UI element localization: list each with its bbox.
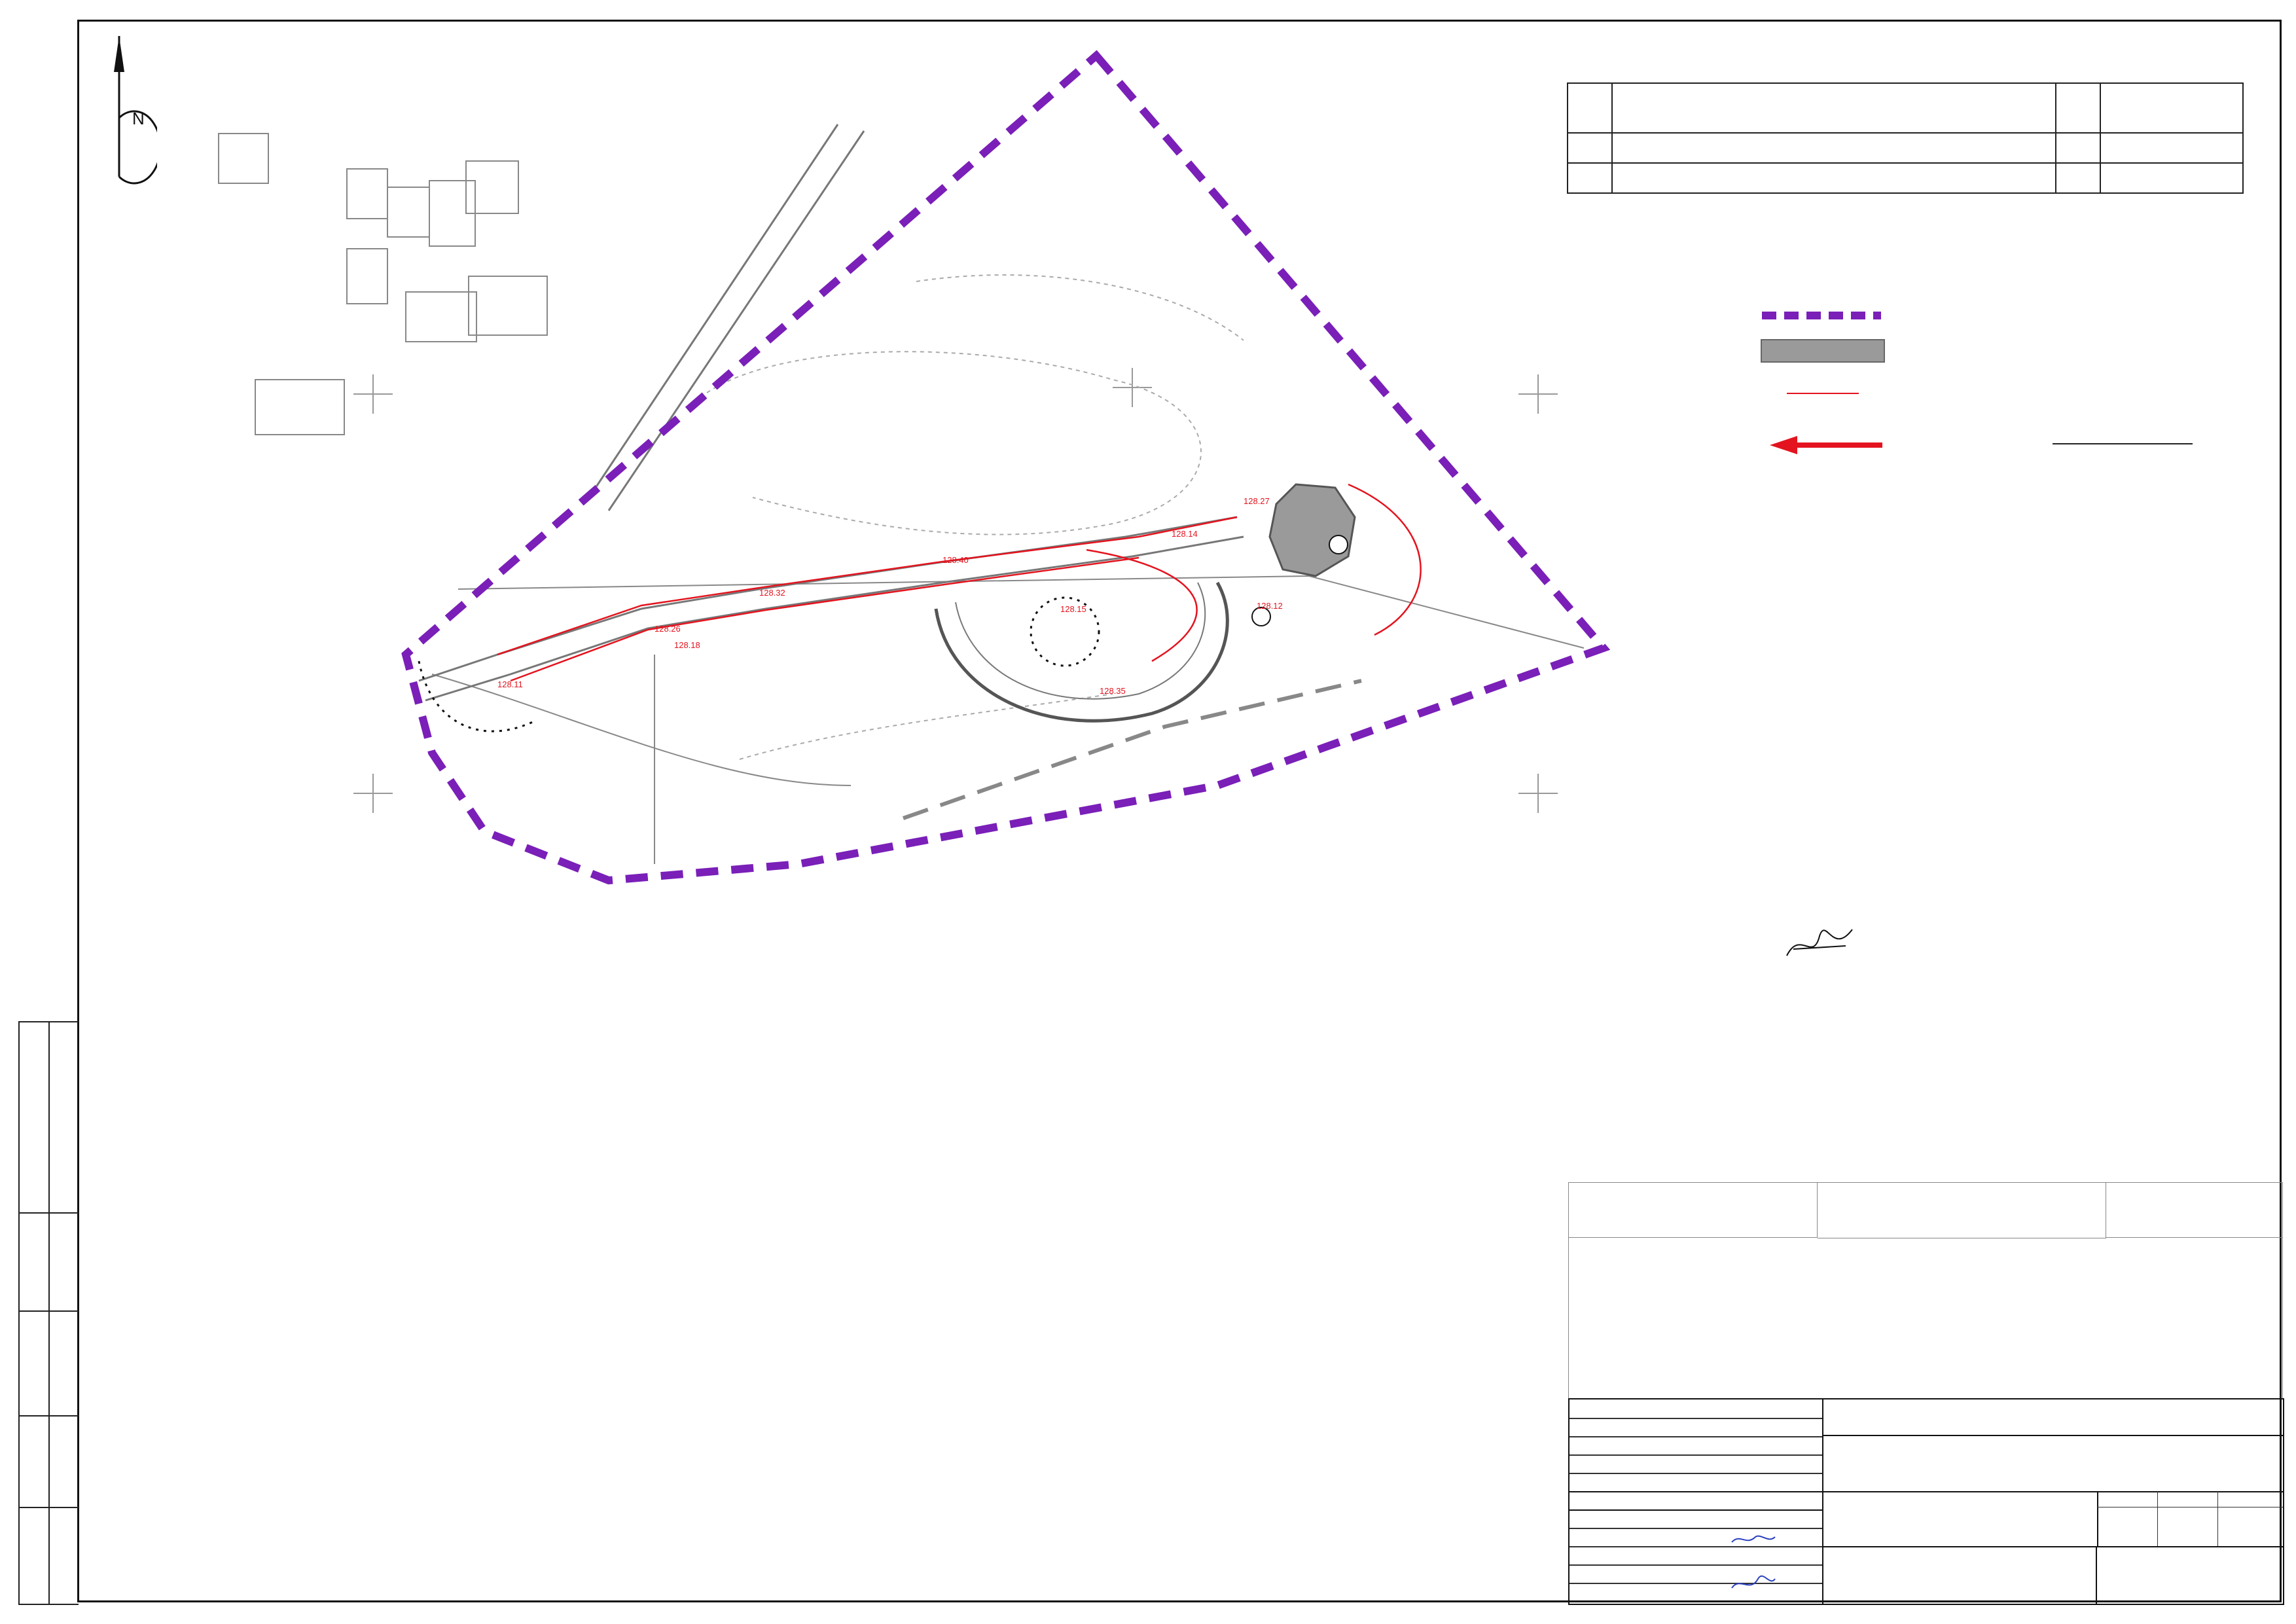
svg-text:128.40: 128.40 bbox=[942, 555, 969, 565]
row2-note bbox=[2100, 163, 2243, 193]
building-1 bbox=[1270, 484, 1355, 576]
svg-text:N: N bbox=[132, 109, 145, 128]
side-stamp-grid bbox=[48, 1022, 50, 1604]
row1-qty bbox=[2056, 133, 2100, 163]
row2-qty bbox=[2056, 163, 2100, 193]
erapro-logo bbox=[2106, 1557, 2270, 1596]
stage-value bbox=[2097, 1507, 2158, 1547]
sheets-value bbox=[2217, 1507, 2283, 1547]
col-num bbox=[1568, 83, 1612, 133]
col-name bbox=[1612, 83, 2056, 133]
row1-num bbox=[1568, 133, 1612, 163]
row2-name bbox=[1612, 163, 2056, 193]
legend-red-rule bbox=[1787, 393, 1859, 394]
legend-boundary-swatch bbox=[1759, 308, 1884, 323]
main-titleblock bbox=[1568, 1398, 2284, 1605]
stage-h bbox=[2097, 1491, 2158, 1507]
svg-text:128.14: 128.14 bbox=[1172, 529, 1198, 539]
doc-code bbox=[1822, 1399, 2283, 1436]
section-name bbox=[1822, 1491, 2098, 1547]
sheet-h bbox=[2157, 1491, 2218, 1507]
north-arrow-icon bbox=[79, 26, 157, 190]
col-qty bbox=[2056, 83, 2100, 133]
sheet-value bbox=[2157, 1507, 2218, 1547]
revision-columns bbox=[1570, 1492, 1822, 1509]
col-note bbox=[2100, 83, 2243, 133]
slope-desc-rule bbox=[2053, 443, 2193, 444]
row1-note bbox=[2100, 133, 2243, 163]
svg-text:128.11: 128.11 bbox=[497, 679, 523, 689]
svg-text:128.27: 128.27 bbox=[1244, 496, 1270, 506]
svg-text:128.26: 128.26 bbox=[655, 624, 681, 634]
signature-icon bbox=[1780, 916, 1859, 969]
sheets-h bbox=[2217, 1491, 2283, 1507]
row1-name bbox=[1612, 133, 2056, 163]
site-plan bbox=[353, 39, 1636, 890]
slope-arrow-icon bbox=[1767, 424, 1885, 470]
topo-titleblock bbox=[1568, 1182, 2283, 1399]
row2-num bbox=[1568, 163, 1612, 193]
svg-text:128.32: 128.32 bbox=[759, 588, 785, 598]
project-name bbox=[1822, 1436, 2283, 1492]
drawing-name bbox=[1822, 1546, 2097, 1604]
explication-table bbox=[1567, 82, 2244, 194]
side-stamp bbox=[18, 1021, 79, 1605]
signature-icon bbox=[1727, 1530, 1779, 1598]
project-boundary bbox=[406, 56, 1604, 880]
svg-text:128.18: 128.18 bbox=[674, 640, 700, 650]
svg-text:128.12: 128.12 bbox=[1257, 601, 1283, 611]
legend-building-swatch bbox=[1761, 339, 1885, 363]
svg-text:128.35: 128.35 bbox=[1100, 686, 1126, 696]
svg-text:128.15: 128.15 bbox=[1060, 604, 1086, 614]
plan-type bbox=[1818, 1183, 2106, 1238]
